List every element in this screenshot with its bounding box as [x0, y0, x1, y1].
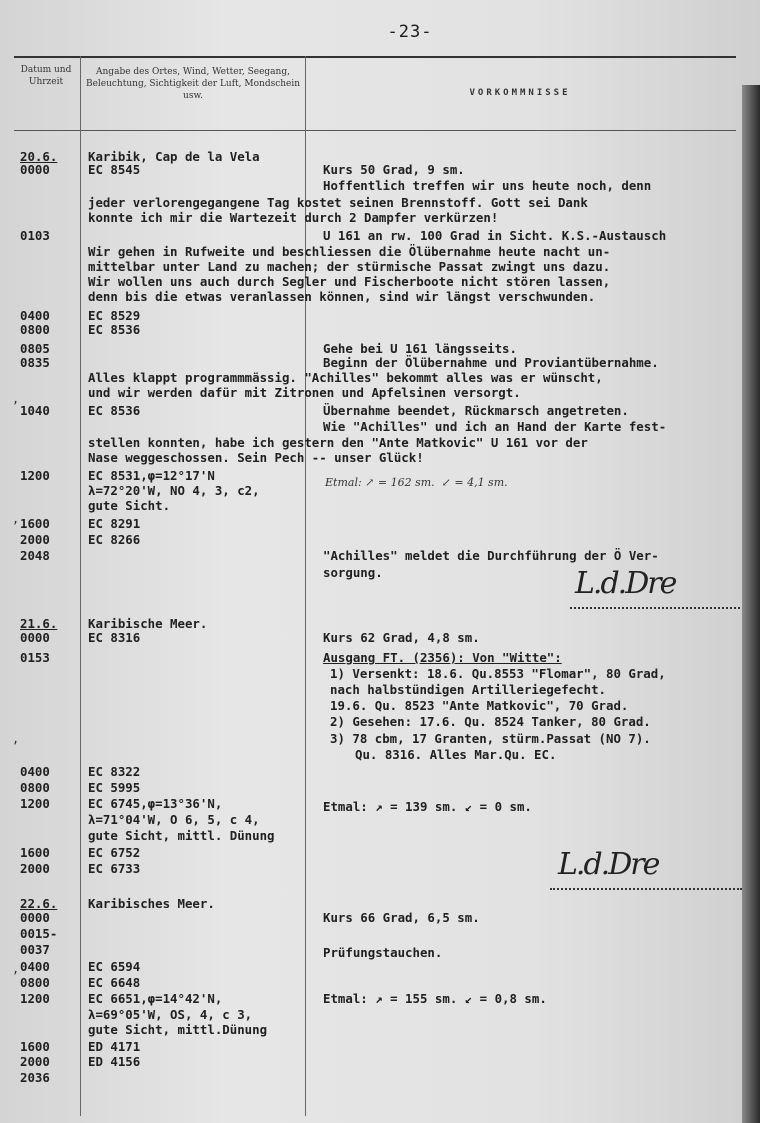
- event-line: Qu. 8316. Alles Mar.Qu. EC.: [355, 747, 557, 762]
- time-entry: 1040: [20, 403, 50, 418]
- event-line: 1) Versenkt: 18.6. Qu.8553 "Flomar", 80 Grad,: [330, 666, 666, 681]
- event-line: Kurs 66 Grad, 6,5 sm.: [323, 910, 480, 925]
- grid-square: EC 8529: [88, 308, 141, 323]
- position-entry: EC 6745,φ=13°36'N,: [88, 796, 223, 811]
- grid-square: EC 8536: [88, 403, 141, 418]
- event-line: 3) 78 cbm, 17 Granten, stürm.Passat (NO 7).: [330, 731, 651, 746]
- margin-tick: ,: [12, 732, 20, 746]
- time-entry: 1200: [20, 468, 50, 483]
- grid-square: EC 8536: [88, 322, 141, 337]
- visibility-entry: gute Sicht.: [88, 498, 171, 513]
- event-line: denn bis die etwas veranlassen können, sind wir längst verschwunden.: [88, 289, 596, 304]
- page-edge-shadow: [742, 85, 760, 1123]
- date-entry: 20.6.: [20, 149, 58, 164]
- time-entry: 2000: [20, 532, 50, 547]
- grid-square: ED 4156: [88, 1054, 141, 1069]
- event-line: nach halbstündigen Artilleriegefecht.: [330, 682, 607, 697]
- event-line: Nase weggeschossen. Sein Pech -- unser Glück!: [88, 450, 424, 465]
- page-number: -23-: [387, 22, 433, 42]
- location-entry: Karibische Meer.: [88, 616, 208, 631]
- event-line: Beginn der Ölübernahme und Proviantübernahme.: [323, 355, 659, 370]
- header-date-time: Datum und Uhrzeit: [20, 65, 72, 87]
- event-line: jeder verlorengegangene Tag kostet seinen Brennstoff. Gott sei Dank: [88, 195, 588, 210]
- table-header-rule: [14, 130, 736, 131]
- time-entry: 2000: [20, 861, 50, 876]
- event-line: Übernahme beendet, Rückmarsch angetreten.: [323, 403, 629, 418]
- etmal-entry: Etmal: ↗ = 155 sm. ↙ = 0,8 sm.: [323, 991, 547, 1006]
- event-line: Gehe bei U 161 längsseits.: [323, 341, 517, 356]
- event-line: 19.6. Qu. 8523 "Ante Matkovic", 70 Grad.: [330, 698, 629, 713]
- position-entry: EC 8531,φ=12°17'N: [88, 468, 215, 483]
- time-entry: 0835: [20, 355, 50, 370]
- event-line: und wir werden dafür mit Zitronen und Apfelsinen versorgt.: [88, 385, 521, 400]
- time-entry: 0103: [20, 228, 50, 243]
- time-entry: 0037: [20, 942, 50, 957]
- event-line: Wie "Achilles" und ich an Hand der Karte fest-: [323, 419, 667, 434]
- location-entry: Karibik, Cap de la Vela: [88, 149, 260, 164]
- time-entry: 0400: [20, 308, 50, 323]
- margin-tick: ,: [12, 962, 20, 976]
- signature-line: [570, 607, 740, 609]
- event-line: sorgung.: [323, 565, 383, 580]
- etmal-handwritten: Etmal: ↗ = 162 sm. ↙ = 4,1 sm.: [325, 476, 508, 489]
- time-entry: 0000: [20, 910, 50, 925]
- visibility-entry: gute Sicht, mittl. Dünung: [88, 828, 275, 843]
- event-line: Alles klappt programmmässig. "Achilles" bekommt alles was er wünscht,: [88, 370, 603, 385]
- time-entry: 0805: [20, 341, 50, 356]
- signature: L.d.Dre: [558, 847, 659, 882]
- position-entry: EC 6651,φ=14°42'N,: [88, 991, 223, 1006]
- signature: L.d.Dre: [575, 566, 676, 601]
- grid-square: EC 6648: [88, 975, 141, 990]
- time-entry: 1600: [20, 1039, 50, 1054]
- time-entry: 1200: [20, 796, 50, 811]
- date-entry: 22.6.: [20, 896, 58, 911]
- visibility-entry: gute Sicht, mittl.Dünung: [88, 1022, 268, 1037]
- event-line: U 161 an rw. 100 Grad in Sicht. K.S.-Austausch: [323, 228, 667, 243]
- event-line: stellen konnten, habe ich gestern den "Ante Matkovic" U 161 vor der: [88, 435, 588, 450]
- time-entry: 2048: [20, 548, 50, 563]
- event-line: 2) Gesehen: 17.6. Qu. 8524 Tanker, 80 Grad.: [330, 714, 651, 729]
- etmal-entry: Etmal: ↗ = 139 sm. ↙ = 0 sm.: [323, 799, 532, 814]
- weather-entry: λ=71°04'W, O 6, 5, c 4,: [88, 812, 260, 827]
- table-top-rule: [14, 56, 736, 58]
- time-entry: 0800: [20, 975, 50, 990]
- time-entry: 2000: [20, 1054, 50, 1069]
- event-line: Ausgang FT. (2356): Von "Witte":: [323, 650, 562, 665]
- margin-tick: ,: [12, 512, 20, 526]
- event-line: "Achilles" meldet die Durchführung der Ö Ver-: [323, 548, 659, 563]
- time-entry: 0400: [20, 959, 50, 974]
- grid-square: EC 6733: [88, 861, 141, 876]
- weather-entry: λ=72°20'W, NO 4, 3, c2,: [88, 483, 260, 498]
- event-line: Wir gehen in Rufweite und beschliessen die Ölübernahme heute nacht un-: [88, 244, 611, 259]
- event-line: konnte ich mir die Wartezeit durch 2 Dampfer verkürzen!: [88, 210, 499, 225]
- weather-entry: λ=69°05'W, OS, 4, c 3,: [88, 1007, 253, 1022]
- column-divider-1: [80, 56, 81, 1116]
- time-entry: 0800: [20, 322, 50, 337]
- time-entry: 2036: [20, 1070, 50, 1085]
- time-entry: 0000: [20, 162, 50, 177]
- location-entry: Karibisches Meer.: [88, 896, 215, 911]
- event-line: mittelbar unter Land zu machen; der stürmische Passat zwingt uns dazu.: [88, 259, 611, 274]
- grid-square: EC 8322: [88, 764, 141, 779]
- grid-square: EC 8316: [88, 630, 141, 645]
- time-entry: 0800: [20, 780, 50, 795]
- time-entry: 0015-: [20, 926, 58, 941]
- time-entry: 0153: [20, 650, 50, 665]
- time-entry: 0400: [20, 764, 50, 779]
- event-line: Kurs 50 Grad, 9 sm.: [323, 162, 465, 177]
- grid-square: EC 5995: [88, 780, 141, 795]
- event-line: Hoffentlich treffen wir uns heute noch, denn: [323, 178, 652, 193]
- date-entry: 21.6.: [20, 616, 58, 631]
- grid-square: EC 6752: [88, 845, 141, 860]
- header-events: VORKOMMNISSE: [469, 88, 571, 98]
- time-entry: 1600: [20, 845, 50, 860]
- time-entry: 0000: [20, 630, 50, 645]
- event-line: Wir wollen uns auch durch Segler und Fischerboote nicht stören lassen,: [88, 274, 611, 289]
- grid-square: EC 6594: [88, 959, 141, 974]
- time-entry: 1600: [20, 516, 50, 531]
- grid-square: EC 8545: [88, 162, 141, 177]
- event-line: Kurs 62 Grad, 4,8 sm.: [323, 630, 480, 645]
- grid-square: EC 8266: [88, 532, 141, 547]
- margin-tick: ,: [12, 392, 20, 406]
- event-line: Prüfungstauchen.: [323, 945, 443, 960]
- grid-square: EC 8291: [88, 516, 141, 531]
- grid-square: ED 4171: [88, 1039, 141, 1054]
- header-location-weather: Angabe des Ortes, Wind, Wetter, Seegang, Beleuchtung, Sichtigkeit der Luft, Mondschein usw.: [85, 67, 301, 101]
- signature-line: [550, 888, 742, 890]
- time-entry: 1200: [20, 991, 50, 1006]
